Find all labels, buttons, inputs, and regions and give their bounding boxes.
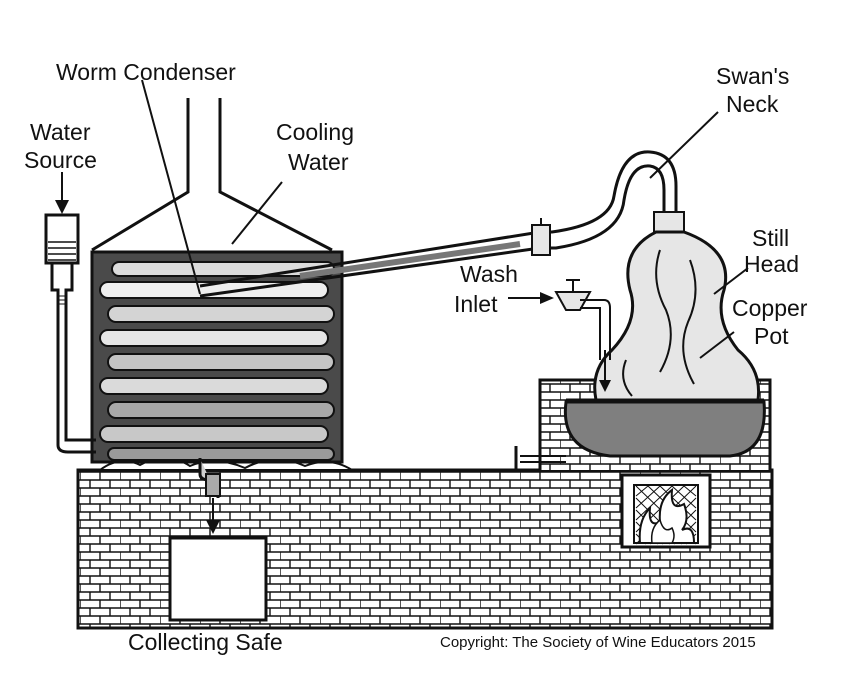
firebox	[622, 475, 710, 547]
label-copper-pot-line2: Pot	[754, 323, 789, 349]
label-water-source-line1: Water	[30, 119, 91, 145]
label-cooling-water-line1: Cooling	[276, 119, 354, 145]
label-swans-neck-line2: Neck	[726, 91, 779, 117]
label-water-source-line2: Source	[24, 147, 97, 173]
label-worm-condenser: Worm Condenser	[56, 59, 236, 85]
label-swans-neck-line1: Swan's	[716, 63, 790, 89]
label-collecting-safe: Collecting Safe	[128, 629, 283, 655]
label-still-head-line2: Head	[744, 251, 799, 277]
label-copper-pot-line1: Copper	[732, 295, 808, 321]
water-source-pipe	[46, 215, 96, 452]
worm-coil	[100, 262, 334, 460]
label-still-head-line1: Still	[752, 225, 790, 251]
copyright-text: Copyright: The Society of Wine Educators 2015	[440, 634, 756, 651]
label-cooling-water-line2: Water	[288, 149, 349, 175]
lyne-arm	[200, 152, 676, 296]
label-wash-inlet-line1: Wash	[460, 261, 518, 287]
label-wash-inlet-line2: Inlet	[454, 291, 498, 317]
